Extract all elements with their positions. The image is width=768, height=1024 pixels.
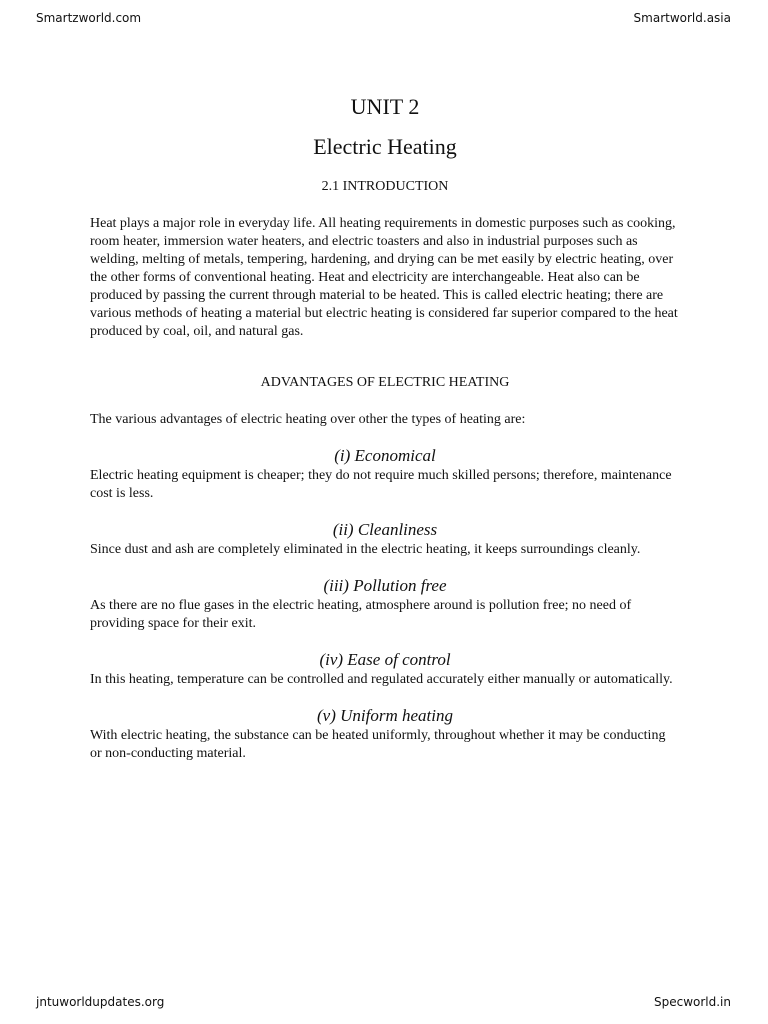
advantage-text-ease-of-control: In this heating, temperature can be controlled and regulated accurately either manually or automatically. [90, 672, 673, 687]
advantages-intro-paragraph: The various advantages of electric heating over other the types of heating are: [90, 412, 526, 427]
header-right-watermark: Smartworld.asia [633, 11, 731, 25]
footer-right-watermark: Specworld.in [653, 995, 731, 1009]
advantage-title-ease-of-control: (iv) Ease of control [319, 650, 451, 669]
advantage-text-economical: Electric heating equipment is cheaper; they do not require much skilled persons; therefore, maintenance cost is less. [90, 468, 672, 501]
document-body [90, 92, 680, 763]
advantage-title-pollution-free: (iii) Pollution free [323, 576, 447, 595]
advantage-title-uniform-heating: (v) Uniform heating [317, 706, 453, 725]
advantage-text-uniform-heating: With electric heating, the substance can be heated uniformly, throughout whether it may be conducting or non-conducting material. [90, 728, 666, 761]
advantage-title-economical: (i) Economical [334, 446, 436, 465]
advantage-title-cleanliness: (ii) Cleanliness [332, 520, 438, 539]
footer-left-watermark: jntuworldupdates.org [36, 995, 165, 1009]
intro-heading: 2.1 INTRODUCTION [321, 179, 449, 194]
unit-number: UNIT 2 [350, 94, 420, 119]
page-title: Electric Heating [313, 134, 457, 159]
advantage-text-pollution-free: As there are no flue gases in the electric heating, atmosphere around is pollution free; no need of providing space for their exit. [90, 598, 632, 631]
advantages-heading: ADVANTAGES OF ELECTRIC HEATING [260, 375, 510, 390]
intro-paragraph: Heat plays a major role in everyday life. All heating requirements in domestic purposes such as cooking, room heater, immersion water heaters, and electric toasters and also in industrial purposes such as welding, melting of metals, tempering, hardening, and drying can be met easily by electric heating, over the other forms of conventional heating. Heat and electricity are interchangeable. Heat also can be produced by passing the current through material to be heated. This is called electric heating; there are various methods of heating a material but electric heating is considered far superior compared to the heat produced by coal, oil, and natural gas. [90, 216, 678, 339]
advantage-text-cleanliness: Since dust and ash are completely eliminated in the electric heating, it keeps surroundings cleanly. [90, 542, 641, 557]
header-left-watermark: Smartzworld.com [36, 11, 142, 25]
